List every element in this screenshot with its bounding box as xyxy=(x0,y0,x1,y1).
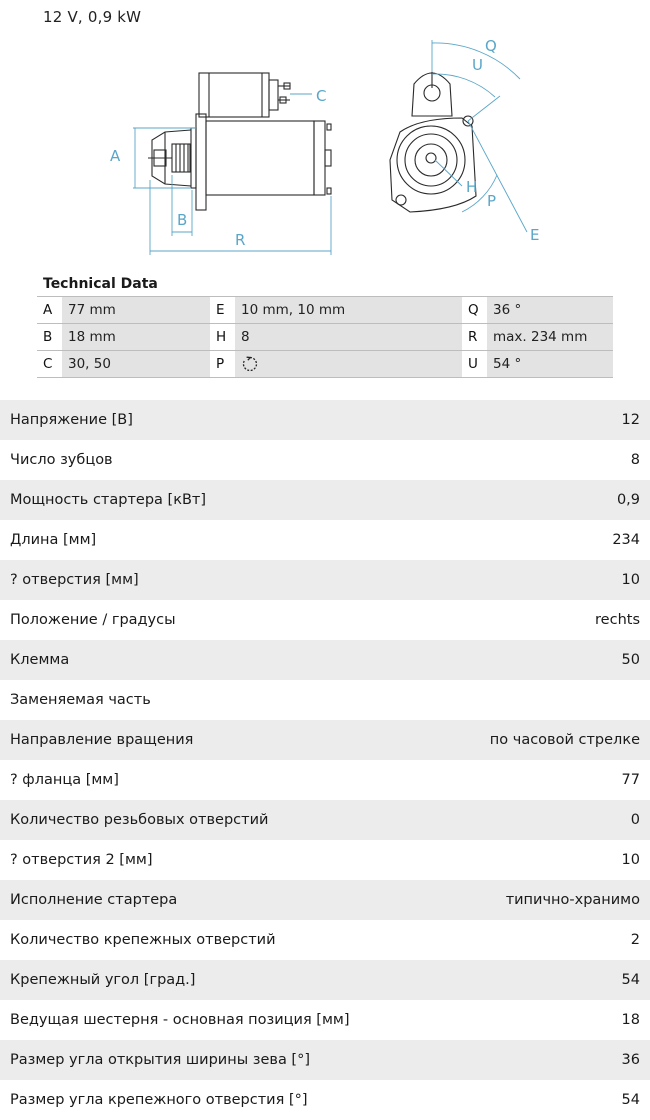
spec-label: Размер угла открытия ширины зева [°] xyxy=(10,1052,310,1068)
tech-key: R xyxy=(462,324,487,351)
dim-label-b: B xyxy=(177,211,188,229)
spec-value: 0,9 xyxy=(616,492,640,508)
spec-label: Число зубцов xyxy=(10,452,113,468)
list-item xyxy=(0,1000,650,1040)
product-title: 12 V, 0,9 kW xyxy=(43,8,142,26)
spec-value: 2 xyxy=(630,932,640,948)
clockwise-rotation-icon xyxy=(241,355,259,373)
tech-key: P xyxy=(210,351,235,378)
table-row xyxy=(37,351,613,378)
spec-value: 36 xyxy=(621,1052,640,1068)
spec-value: 8 xyxy=(630,452,640,468)
tech-value-rotation xyxy=(235,351,462,378)
spec-label: Количество крепежных отверстий xyxy=(10,932,276,948)
dim-label-h: H xyxy=(466,178,478,196)
list-item xyxy=(0,440,650,480)
table-row xyxy=(37,297,613,324)
spec-value: 234 xyxy=(612,532,640,548)
front-view-drawing xyxy=(390,40,527,232)
list-item xyxy=(0,960,650,1000)
list-item xyxy=(0,840,650,880)
tech-key: C xyxy=(37,351,62,378)
list-item xyxy=(0,680,650,720)
spec-label: ? отверстия 2 [мм] xyxy=(10,852,153,868)
dim-label-e: E xyxy=(530,226,540,244)
spec-label: ? отверстия [мм] xyxy=(10,572,139,588)
dim-label-u: U xyxy=(472,56,483,74)
spec-label: Количество резьбовых отверстий xyxy=(10,812,269,828)
tech-key: A xyxy=(37,297,62,324)
specifications-list xyxy=(0,400,650,1120)
list-item xyxy=(0,520,650,560)
spec-value: 50 xyxy=(621,652,640,668)
dim-label-r: R xyxy=(235,231,246,249)
spec-value: 54 xyxy=(621,972,640,988)
list-item xyxy=(0,1080,650,1120)
spec-label: Заменяемая часть xyxy=(10,692,151,708)
technical-data-title: Technical Data xyxy=(43,276,158,292)
dim-label-q: Q xyxy=(485,37,497,55)
dim-label-a: A xyxy=(110,147,121,165)
spec-label: Ведущая шестерня - основная позиция [мм] xyxy=(10,1012,350,1028)
list-item xyxy=(0,880,650,920)
spec-value: 54 xyxy=(621,1092,640,1108)
tech-value: 30, 50 xyxy=(62,351,210,378)
spec-value: 10 xyxy=(621,572,640,588)
spec-label: ? фланца [мм] xyxy=(10,772,119,788)
list-item xyxy=(0,560,650,600)
spec-label: Напряжение [В] xyxy=(10,412,133,428)
spec-value: 18 xyxy=(621,1012,640,1028)
tech-value: 54 ° xyxy=(487,351,613,378)
table-row xyxy=(37,324,613,351)
spec-label: Направление вращения xyxy=(10,732,194,748)
dim-label-c: C xyxy=(316,87,327,105)
spec-value: 77 xyxy=(621,772,640,788)
spec-value: 0 xyxy=(630,812,640,828)
starter-technical-drawing xyxy=(0,0,650,275)
list-item xyxy=(0,640,650,680)
spec-value: rechts xyxy=(595,612,640,628)
list-item xyxy=(0,480,650,520)
spec-label: Положение / градусы xyxy=(10,612,176,628)
spec-label: Длина [мм] xyxy=(10,532,97,548)
tech-value: 10 mm, 10 mm xyxy=(235,297,462,324)
list-item xyxy=(0,400,650,440)
list-item xyxy=(0,720,650,760)
list-item xyxy=(0,600,650,640)
spec-value: 12 xyxy=(621,412,640,428)
spec-value: по часовой стрелке xyxy=(489,732,640,748)
list-item xyxy=(0,800,650,840)
spec-label: Крепежный угол [град.] xyxy=(10,972,196,988)
tech-key: B xyxy=(37,324,62,351)
tech-value: 8 xyxy=(235,324,462,351)
spec-label: Мощность стартера [кВт] xyxy=(10,492,207,508)
spec-label: Размер угла крепежного отверстия [°] xyxy=(10,1092,308,1108)
spec-value: типично-хранимо xyxy=(505,892,640,908)
technical-data-table xyxy=(37,296,613,378)
spec-value: 10 xyxy=(621,852,640,868)
tech-key: Q xyxy=(462,297,487,324)
tech-value: 36 ° xyxy=(487,297,613,324)
list-item xyxy=(0,760,650,800)
spec-label: Клемма xyxy=(10,652,70,668)
tech-key: H xyxy=(210,324,235,351)
tech-key: U xyxy=(462,351,487,378)
spec-label: Исполнение стартера xyxy=(10,892,178,908)
list-item xyxy=(0,920,650,960)
side-view-drawing xyxy=(133,73,331,255)
tech-value: 77 mm xyxy=(62,297,210,324)
tech-value: max. 234 mm xyxy=(487,324,613,351)
tech-value: 18 mm xyxy=(62,324,210,351)
list-item xyxy=(0,1040,650,1080)
dim-label-p: P xyxy=(487,192,497,210)
tech-key: E xyxy=(210,297,235,324)
